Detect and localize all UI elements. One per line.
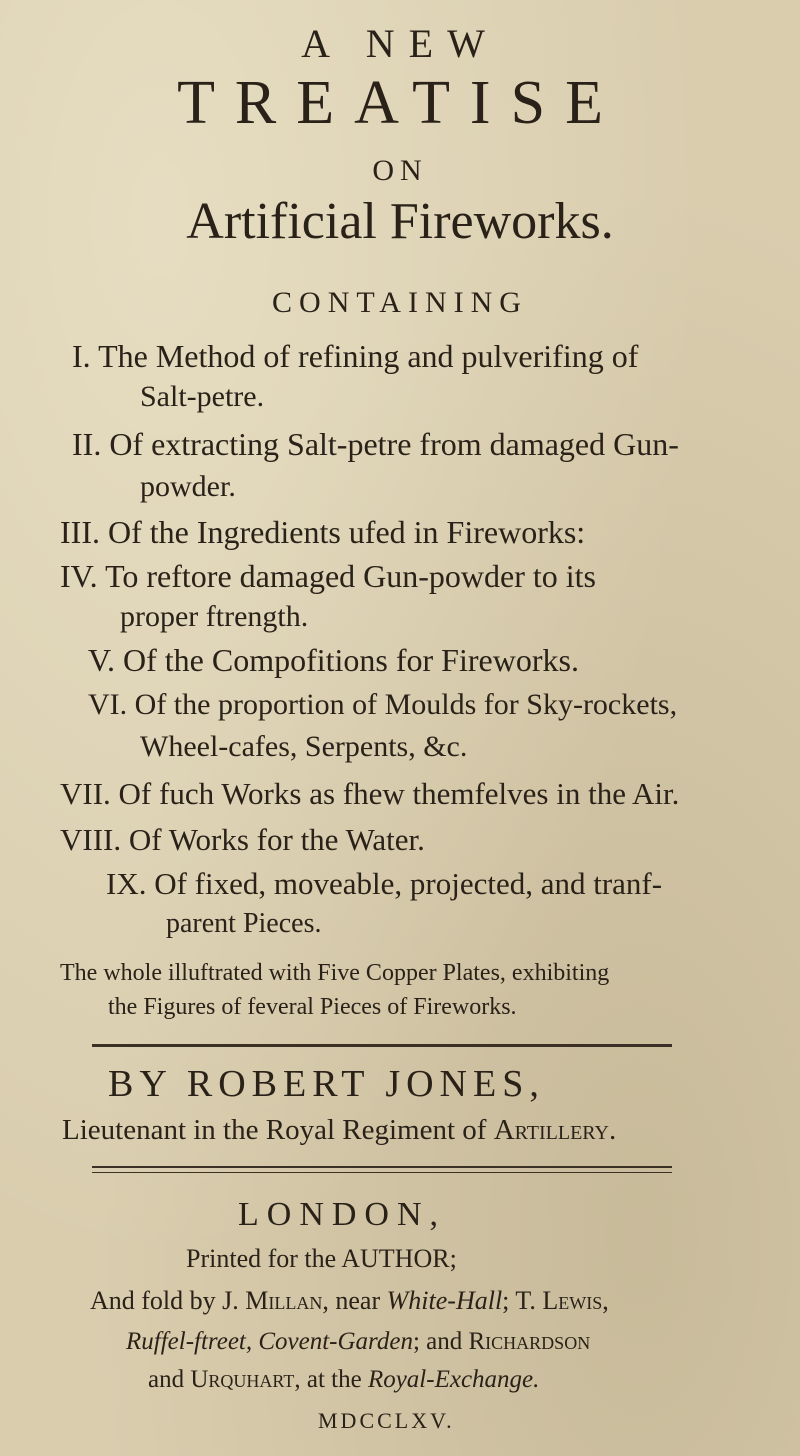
- list-item: IX. Of fixed, moveable, projected, and tranf-: [106, 866, 663, 901]
- list-item: VI. Of the proportion of Moulds for Sky-rockets,: [88, 688, 678, 721]
- list-item: VIII. Of Works for the Water.: [60, 822, 425, 857]
- list-item: II. Of extracting Salt-petre from damaged Gun-: [72, 426, 679, 462]
- imprint-city: LONDON,: [238, 1196, 447, 1233]
- list-item: III. Of the Ingredients ufed in Fireworks:: [60, 514, 586, 550]
- author-rank: Lieutenant in the Royal Regiment of Artillery.: [62, 1114, 617, 1146]
- divider: [92, 1166, 672, 1168]
- list-item-continuation: powder.: [140, 470, 236, 503]
- list-item-continuation: Salt-petre.: [140, 380, 265, 413]
- list-item: IV. To reftore damaged Gun-powder to its: [60, 558, 596, 594]
- imprint-sellers-line1: And fold by J. Millan, near White-Hall; T. Lewis,: [90, 1286, 609, 1315]
- plates-note-line2: the Figures of feveral Pieces of Fireworks.: [108, 994, 517, 1020]
- imprint-sellers-line2: Ruffel-ftreet, Covent-Garden; and Richardson: [126, 1328, 591, 1355]
- containing-heading: CONTAINING: [272, 286, 528, 319]
- list-item-continuation: Wheel-cafes, Serpents, &c.: [140, 730, 468, 763]
- list-item: V. Of the Compofitions for Fireworks.: [88, 642, 579, 678]
- title-line-a-new: A NEW: [301, 21, 499, 66]
- title-on: ON: [372, 154, 428, 187]
- imprint-sellers-line3: and Urquhart, at the Royal-Exchange.: [148, 1366, 540, 1393]
- imprint-printed-for: Printed for the AUTHOR;: [186, 1244, 457, 1273]
- title-artificial-fireworks: Artificial Fireworks.: [186, 193, 614, 250]
- list-item-continuation: proper ftrength.: [120, 600, 309, 633]
- imprint-year: MDCCLXV.: [318, 1408, 455, 1433]
- author-byline: BY ROBERT JONES,: [108, 1063, 545, 1105]
- plates-note-line1: The whole illuftrated with Five Copper Plates, exhibiting: [60, 960, 610, 986]
- list-item: VII. Of fuch Works as fhew themfelves in the Air.: [60, 776, 680, 811]
- list-item-continuation: parent Pieces.: [166, 908, 322, 939]
- divider: [92, 1172, 672, 1173]
- list-item: I. The Method of refining and pulverifing of: [72, 338, 639, 374]
- title-treatise: TREATISE: [177, 69, 623, 137]
- divider: [92, 1044, 672, 1047]
